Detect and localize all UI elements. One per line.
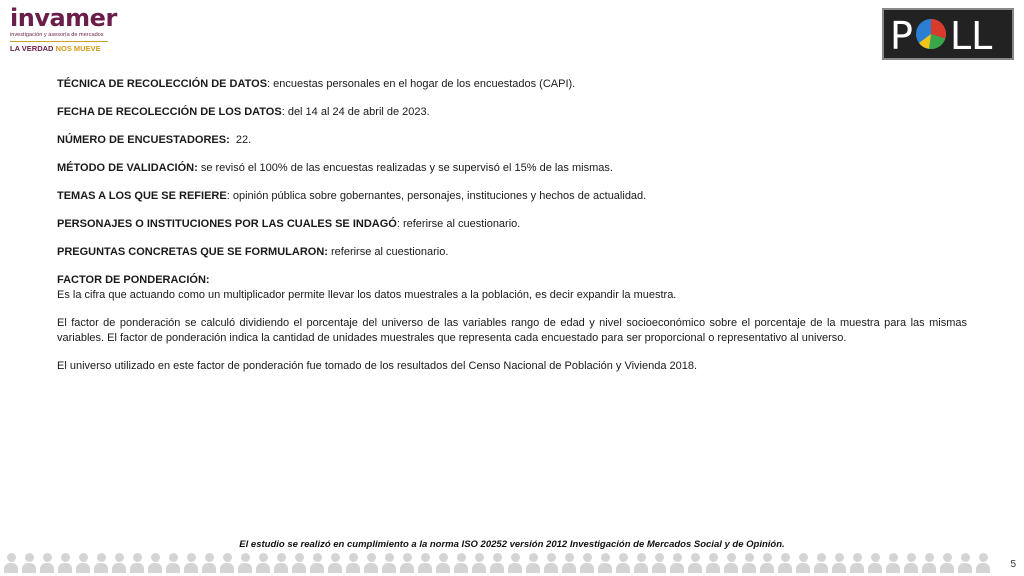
person-silhouette-icon <box>850 551 864 573</box>
factor-definition: Es la cifra que actuando como un multiplicador permite llevar los datos muestrales a la población, es decir expandir la muestra. <box>57 289 677 301</box>
person-silhouette-icon <box>778 551 792 573</box>
poll-logo <box>882 8 1014 60</box>
label-topics: TEMAS A LOS QUE SE REFIERE <box>57 190 227 202</box>
person-silhouette-icon <box>526 551 540 573</box>
person-silhouette-icon <box>220 551 234 573</box>
item-interviewers: NÚMERO DE ENCUESTADORES: 22. <box>57 134 252 146</box>
methodology-text <box>57 77 967 387</box>
person-silhouette-icon <box>148 551 162 573</box>
value-questions: referirse al cuestionario. <box>327 246 449 258</box>
person-silhouette-icon <box>472 551 486 573</box>
person-silhouette-icon <box>652 551 666 573</box>
person-silhouette-icon <box>130 551 144 573</box>
brand-subtitle: investigación y asesoría de mercados <box>10 32 104 38</box>
label-subjects: PERSONAJES O INSTITUCIONES POR LAS CUALES SE INDAGÓ <box>57 218 397 230</box>
item-technique: TÉCNICA DE RECOLECCIÓN DE DATOS: encuestas personales en el hogar de los encuestados (CAPI). <box>57 78 576 90</box>
value-date: del 14 al 24 de abril de 2023. <box>284 106 430 118</box>
person-silhouette-icon <box>166 551 180 573</box>
value-technique: encuestas personales en el hogar de los encuestados (CAPI). <box>270 78 576 90</box>
value-validation: se revisó el 100% de las encuestas realizadas y se supervisó el 15% de las mismas. <box>197 162 613 174</box>
label-validation: MÉTODO DE VALIDACIÓN <box>57 162 195 174</box>
iso-compliance-note: El estudio se realizó en cumplimiento a la norma ISO 20252 versión 2012 Investigación de Mercados Social y de Opinión. <box>239 539 785 550</box>
person-silhouette-icon <box>256 551 270 573</box>
person-silhouette-icon <box>310 551 324 573</box>
person-silhouette-icon <box>688 551 702 573</box>
person-silhouette-icon <box>22 551 36 573</box>
person-silhouette-icon <box>940 551 954 573</box>
person-silhouette-icon <box>598 551 612 573</box>
person-silhouette-icon <box>418 551 432 573</box>
person-silhouette-icon <box>112 551 126 573</box>
brand-name: invamer <box>10 4 117 32</box>
person-silhouette-icon <box>94 551 108 573</box>
person-silhouette-icon <box>382 551 396 573</box>
brand-divider <box>10 41 108 42</box>
svg-text:P: P <box>890 14 913 56</box>
person-silhouette-icon <box>868 551 882 573</box>
label-interviewers: NÚMERO DE ENCUESTADORES <box>57 134 227 146</box>
item-questions: PREGUNTAS CONCRETAS QUE SE FORMULARON: referirse al cuestionario. <box>57 246 449 258</box>
pie-chart-icon <box>916 19 946 49</box>
person-silhouette-icon <box>292 551 306 573</box>
item-date: FECHA DE RECOLECCIÓN DE LOS DATOS: del 14 al 24 de abril de 2023. <box>57 106 430 118</box>
person-silhouette-icon <box>706 551 720 573</box>
item-validation: MÉTODO DE VALIDACIÓN: se revisó el 100% de las encuestas realizadas y se supervisó el 15% de las mismas. <box>57 162 613 174</box>
svg-text:LL: LL <box>950 14 993 56</box>
person-silhouette-icon <box>976 551 990 573</box>
person-silhouette-icon <box>958 551 972 573</box>
value-interviewers: 22. <box>229 134 252 146</box>
person-silhouette-icon <box>490 551 504 573</box>
item-subjects: PERSONAJES O INSTITUCIONES POR LAS CUALES SE INDAGÓ: referirse al cuestionario. <box>57 218 521 230</box>
poll-logo-graphic <box>886 12 1010 56</box>
person-silhouette-icon <box>436 551 450 573</box>
poll-logo-text: POLL <box>886 12 889 13</box>
person-silhouette-icon <box>796 551 810 573</box>
person-silhouette-icon <box>760 551 774 573</box>
label-technique: TÉCNICA DE RECOLECCIÓN DE DATOS <box>57 78 268 90</box>
person-silhouette-icon <box>238 551 252 573</box>
person-silhouette-icon <box>724 551 738 573</box>
label-date: FECHA DE RECOLECCIÓN DE LOS DATOS <box>57 106 282 118</box>
person-silhouette-icon <box>364 551 378 573</box>
person-silhouette-icon <box>922 551 936 573</box>
slogan-part-2: NOS MUEVE <box>55 44 101 53</box>
item-topics: TEMAS A LOS QUE SE REFIERE: opinión pública sobre gobernantes, personajes, instituciones y hechos de actualidad. <box>57 190 647 202</box>
person-silhouette-icon <box>544 551 558 573</box>
person-silhouette-icon <box>670 551 684 573</box>
factor-section <box>57 273 967 303</box>
person-silhouette-icon <box>76 551 90 573</box>
person-silhouette-icon <box>832 551 846 573</box>
factor-universe: El universo utilizado en este factor de ponderación fue tomado de los resultados del Censo Nacional de Población y Vivienda 2018. <box>57 360 698 372</box>
factor-heading: FACTOR DE PONDERACIÓN: <box>57 274 210 286</box>
person-silhouette-icon <box>184 551 198 573</box>
person-silhouette-icon <box>634 551 648 573</box>
invamer-logo <box>10 4 122 56</box>
person-silhouette-icon <box>454 551 468 573</box>
person-silhouette-icon <box>58 551 72 573</box>
person-silhouette-icon <box>562 551 576 573</box>
person-silhouette-icon <box>346 551 360 573</box>
value-topics: opinión pública sobre gobernantes, personajes, instituciones y hechos de actualidad. <box>229 190 647 202</box>
person-silhouette-icon <box>508 551 522 573</box>
slogan-part-1: LA VERDAD <box>10 44 54 53</box>
person-silhouette-icon <box>886 551 900 573</box>
brand-slogan <box>10 44 122 53</box>
person-silhouette-icon <box>328 551 342 573</box>
brand-wordmark <box>10 4 122 32</box>
factor-calculation: El factor de ponderación se calculó dividiendo el porcentaje del universo de las variables rango de edad y nivel socioeconómico sobre el porcentaje de la muestra para las mismas variables. El factor de ponderación indica la cantidad de unidades muestrales que representa cada encuestado para ser proporcional o representativo al universo. <box>57 317 967 344</box>
value-subjects: referirse al cuestionario. <box>399 218 521 230</box>
page-number: 5 <box>1010 559 1016 570</box>
label-questions: PREGUNTAS CONCRETAS QUE SE FORMULARON <box>57 246 325 258</box>
person-silhouette-icon <box>814 551 828 573</box>
person-silhouette-icon <box>400 551 414 573</box>
people-silhouettes-decoration <box>0 551 1004 575</box>
person-silhouette-icon <box>40 551 54 573</box>
person-silhouette-icon <box>580 551 594 573</box>
person-silhouette-icon <box>274 551 288 573</box>
person-silhouette-icon <box>202 551 216 573</box>
person-silhouette-icon <box>904 551 918 573</box>
person-silhouette-icon <box>742 551 756 573</box>
person-silhouette-icon <box>4 551 18 573</box>
person-silhouette-icon <box>616 551 630 573</box>
